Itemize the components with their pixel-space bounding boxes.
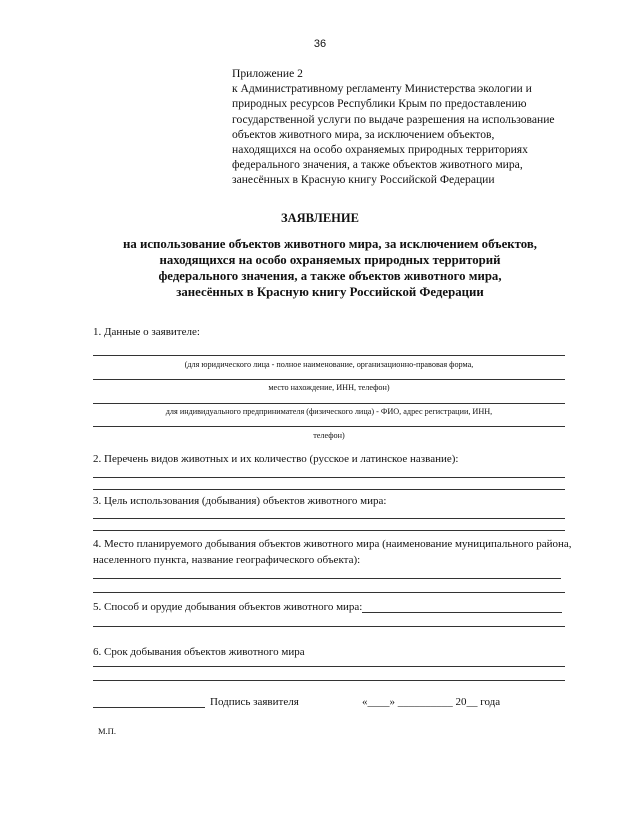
applicant-line-3[interactable] [93,403,565,404]
method-inline-line[interactable] [362,612,562,613]
page-number: 36 [313,38,327,50]
applicant-hint-1: (для юридического лица - полное наименование, организационно-правовая форма, [184,360,474,369]
purpose-label: 3. Цель использования (добывания) объектов животного мира: [93,495,387,507]
place-label-1: 4. Место планируемого добывания объектов животного мира (наименование муниципального района, [93,538,572,550]
subtitle-line: на использование объектов животного мира, за исключением объектов, [123,237,537,251]
applicant-hint-4: телефон) [313,431,345,440]
species-line-1[interactable] [93,477,565,478]
stamp-label: М.П. [98,726,116,736]
term-label: 6. Срок добывания объектов животного мира [93,646,305,658]
appendix-line: находящихся на особо охраняемых природных территориях [232,143,528,157]
subtitle-line: находящихся на особо охраняемых природных территорий [159,253,501,267]
appendix-line: федерального значения, а также объектов животного мира, [232,158,523,172]
appendix-line: государственной услуги по выдаче разрешения на использование [232,112,555,126]
term-line-1[interactable] [93,666,565,667]
applicant-label: 1. Данные о заявителе: [93,326,200,338]
purpose-line-2[interactable] [93,530,565,531]
appendix-line: к Административному регламенту Министерства экологии и [232,82,532,96]
document-title: ЗАЯВЛЕНИЕ [281,211,359,225]
applicant-line-2[interactable] [93,379,565,380]
appendix-line: объектов животного мира, за исключением объектов, [232,127,495,141]
applicant-line-1[interactable] [93,355,565,356]
signature-date[interactable]: «____» __________ 20__ года [362,696,501,708]
appendix-note [232,66,572,188]
term-line-2[interactable] [93,680,565,681]
applicant-hint-3: для индивидуального предпринимателя (физического лица) - ФИО, адрес регистрации, ИНН, [165,407,493,416]
signature-line[interactable] [93,707,205,708]
place-line-1[interactable] [93,578,561,579]
signature-label: Подпись заявителя [210,696,299,708]
appendix-line: природных ресурсов Республики Крым по предоставлению [232,97,527,111]
subtitle-line: федерального значения, а также объектов животного мира, [158,269,502,283]
method-line-1[interactable] [93,626,565,627]
appendix-line: занесённых в Красную книгу Российской Федерации [232,173,495,187]
applicant-line-4[interactable] [93,426,565,427]
applicant-hint-2: место нахождение, ИНН, телефон) [268,383,390,392]
species-label: 2. Перечень видов животных и их количество (русское и латинское название): [93,453,459,465]
method-label: 5. Способ и орудие добывания объектов животного мира: [93,601,363,613]
place-line-2[interactable] [93,592,565,593]
place-label-2: населенного пункта, название географического объекта): [93,554,361,566]
purpose-line-1[interactable] [93,518,565,519]
appendix-line: Приложение 2 [232,67,303,80]
species-line-2[interactable] [93,489,565,490]
subtitle-line: занесённых в Красную книгу Российской Федерации [176,285,484,299]
document-subtitle [80,236,580,300]
